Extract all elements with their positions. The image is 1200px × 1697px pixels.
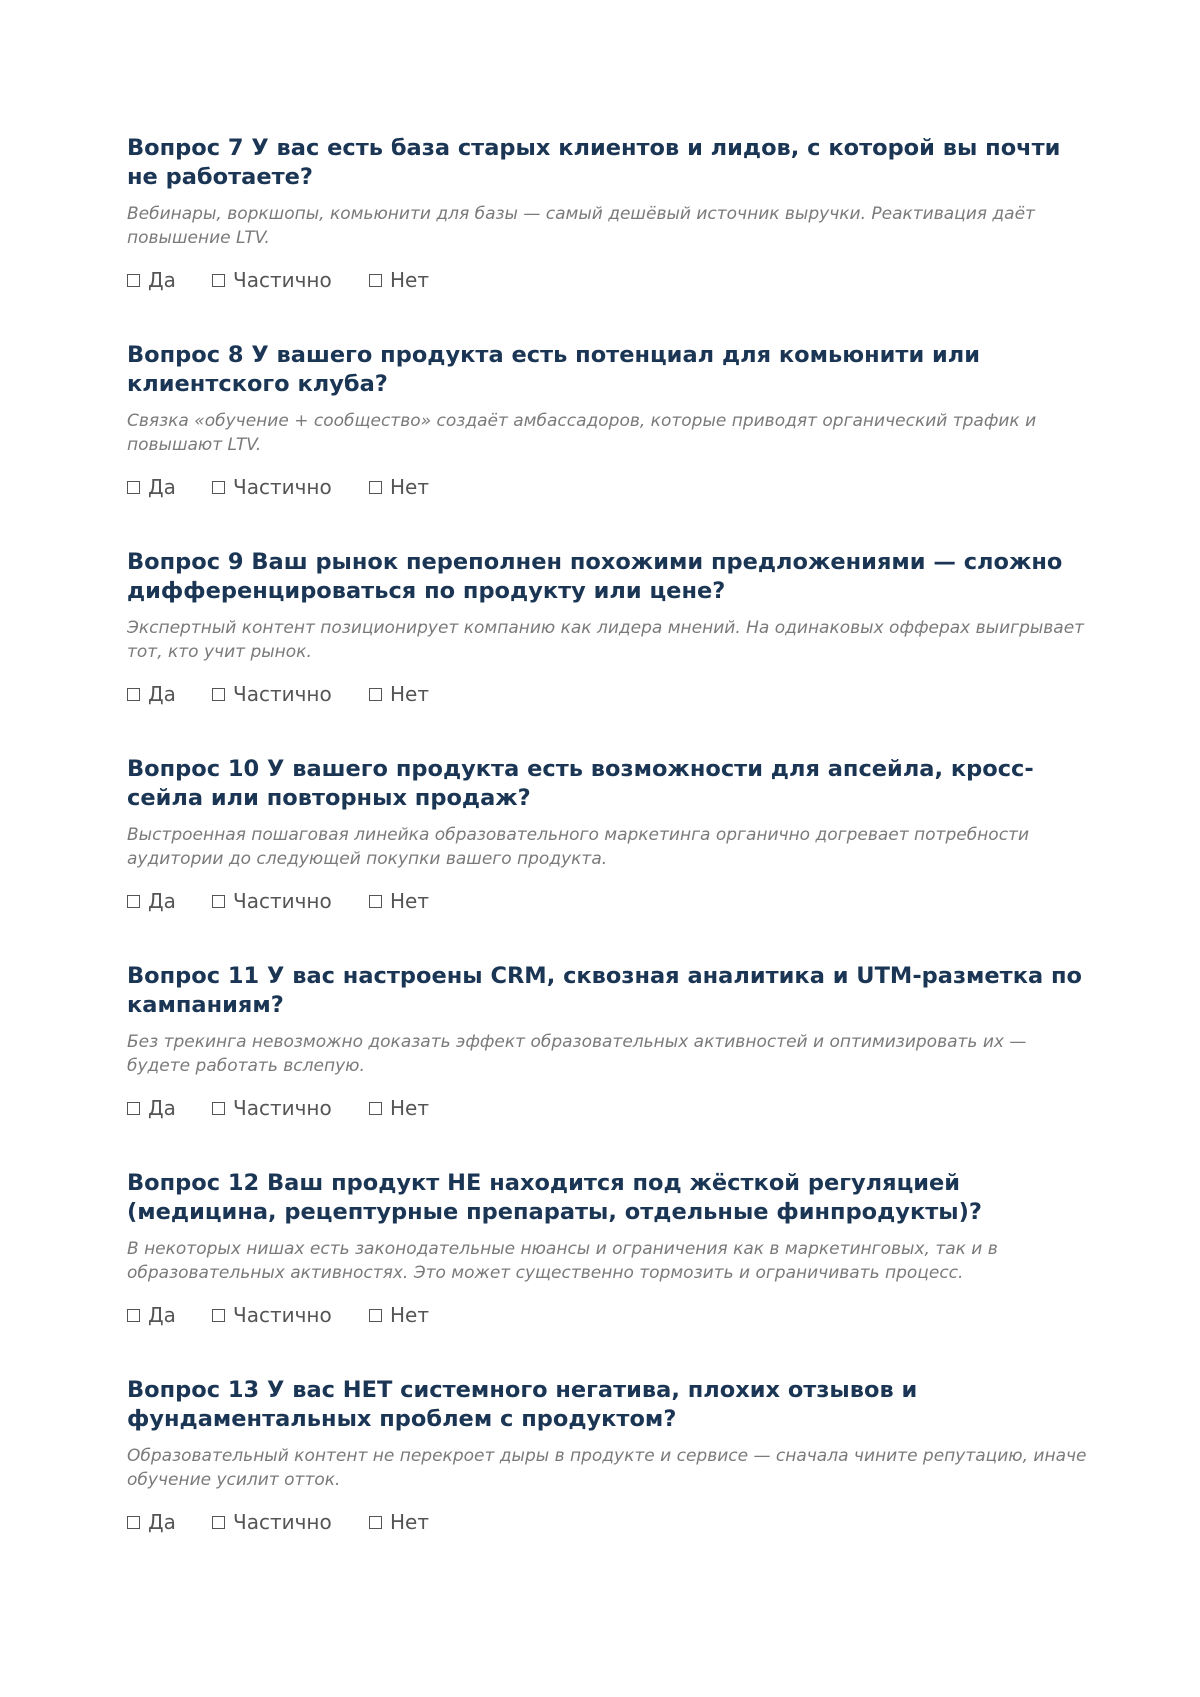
option-partial[interactable] (212, 268, 369, 292)
question-13 (127, 1376, 1087, 1537)
option-no[interactable] (369, 475, 429, 499)
questionnaire (127, 134, 1087, 1583)
question-9 (127, 548, 1087, 709)
option-no[interactable] (369, 1096, 429, 1120)
checkbox-icon[interactable] (127, 895, 140, 908)
option-no[interactable] (369, 682, 429, 706)
option-label: Частично (233, 889, 332, 913)
checkbox-icon[interactable] (127, 274, 140, 287)
checkbox-icon[interactable] (127, 1309, 140, 1322)
checkbox-icon[interactable] (369, 1102, 382, 1115)
checkbox-icon[interactable] (212, 688, 225, 701)
question-hint: Без трекинга невозможно доказать эффект образовательных активностей и оптимизировать их — будете работать вслепую. (127, 1032, 1027, 1076)
question-title: Вопрос 7 У вас есть база старых клиентов и лидов, с которой вы почти не работаете? (127, 135, 1061, 190)
option-no[interactable] (369, 1510, 429, 1534)
checkbox-icon[interactable] (212, 481, 225, 494)
answer-options (127, 679, 1087, 709)
question-hint: Выстроенная пошаговая линейка образовательного маркетинга органично догревает потребности аудитории до следующей покупки вашего продукта. (127, 825, 1029, 869)
checkbox-icon[interactable] (127, 481, 140, 494)
option-label: Частично (233, 1303, 332, 1327)
option-label: Да (148, 475, 176, 499)
option-label: Да (148, 1510, 176, 1534)
answer-options (127, 886, 1087, 916)
option-yes[interactable] (127, 1510, 212, 1534)
checkbox-icon[interactable] (127, 688, 140, 701)
option-partial[interactable] (212, 1303, 369, 1327)
option-yes[interactable] (127, 1096, 212, 1120)
option-label: Да (148, 1303, 176, 1327)
question-title: Вопрос 10 У вашего продукта есть возможности для апсейла, кросс-сейла или повторных продаж? (127, 756, 1034, 811)
answer-options (127, 265, 1087, 295)
checkbox-icon[interactable] (212, 274, 225, 287)
option-label: Частично (233, 682, 332, 706)
option-partial[interactable] (212, 889, 369, 913)
option-label: Нет (390, 889, 429, 913)
option-no[interactable] (369, 268, 429, 292)
option-partial[interactable] (212, 682, 369, 706)
option-label: Да (148, 682, 176, 706)
question-hint: Экспертный контент позиционирует компанию как лидера мнений. На одинаковых офферах выигрывает тот, кто учит рынок. (127, 618, 1085, 662)
option-label: Частично (233, 1510, 332, 1534)
question-title: Вопрос 12 Ваш продукт НЕ находится под жёсткой регуляцией (медицина, рецептурные препараты, отдельные финпродукты)? (127, 1170, 982, 1225)
option-yes[interactable] (127, 268, 212, 292)
option-no[interactable] (369, 889, 429, 913)
question-title: Вопрос 11 У вас настроены CRM, сквозная аналитика и UTM-разметка по кампаниям? (127, 963, 1082, 1018)
checkbox-icon[interactable] (127, 1102, 140, 1115)
option-label: Нет (390, 475, 429, 499)
checkbox-icon[interactable] (369, 274, 382, 287)
option-yes[interactable] (127, 889, 212, 913)
option-yes[interactable] (127, 682, 212, 706)
checkbox-icon[interactable] (369, 481, 382, 494)
answer-options (127, 1300, 1087, 1330)
question-title: Вопрос 8 У вашего продукта есть потенциал для комьюнити или клиентского клуба? (127, 342, 981, 397)
checkbox-icon[interactable] (369, 1516, 382, 1529)
question-hint: Образовательный контент не перекроет дыры в продукте и сервисе — сначала чините репутацию, иначе обучение усилит отток. (127, 1446, 1087, 1490)
answer-options (127, 1093, 1087, 1123)
option-label: Частично (233, 475, 332, 499)
option-label: Нет (390, 682, 429, 706)
option-label: Частично (233, 1096, 332, 1120)
checkbox-icon[interactable] (212, 1516, 225, 1529)
question-11 (127, 962, 1087, 1123)
option-label: Да (148, 1096, 176, 1120)
question-hint: Связка «обучение + сообщество» создаёт амбассадоров, которые приводят органический трафик и повышают LTV. (127, 411, 1037, 455)
option-partial[interactable] (212, 475, 369, 499)
checkbox-icon[interactable] (212, 1309, 225, 1322)
question-hint: Вебинары, воркшопы, комьюнити для базы — самый дешёвый источник выручки. Реактивация даёт повышение LTV. (127, 204, 1035, 248)
option-yes[interactable] (127, 475, 212, 499)
option-label: Нет (390, 1096, 429, 1120)
answer-options (127, 472, 1087, 502)
checkbox-icon[interactable] (369, 895, 382, 908)
option-partial[interactable] (212, 1510, 369, 1534)
question-title: Вопрос 9 Ваш рынок переполнен похожими предложениями — сложно дифференцироваться по продукту или цене? (127, 549, 1063, 604)
option-partial[interactable] (212, 1096, 369, 1120)
question-10 (127, 755, 1087, 916)
option-no[interactable] (369, 1303, 429, 1327)
question-7 (127, 134, 1087, 295)
question-hint: В некоторых нишах есть законодательные нюансы и ограничения как в маркетинговых, так и в образовательных активностях. Это может существенно тормозить и ограничивать процесс. (127, 1239, 998, 1283)
option-label: Частично (233, 268, 332, 292)
question-title: Вопрос 13 У вас НЕТ системного негатива, плохих отзывов и фундаментальных проблем с продуктом? (127, 1377, 918, 1432)
option-label: Да (148, 889, 176, 913)
checkbox-icon[interactable] (212, 895, 225, 908)
question-12 (127, 1169, 1087, 1330)
option-label: Нет (390, 268, 429, 292)
option-label: Нет (390, 1303, 429, 1327)
option-yes[interactable] (127, 1303, 212, 1327)
answer-options (127, 1507, 1087, 1537)
question-8 (127, 341, 1087, 502)
checkbox-icon[interactable] (369, 1309, 382, 1322)
checkbox-icon[interactable] (212, 1102, 225, 1115)
checkbox-icon[interactable] (369, 688, 382, 701)
checkbox-icon[interactable] (127, 1516, 140, 1529)
option-label: Да (148, 268, 176, 292)
option-label: Нет (390, 1510, 429, 1534)
